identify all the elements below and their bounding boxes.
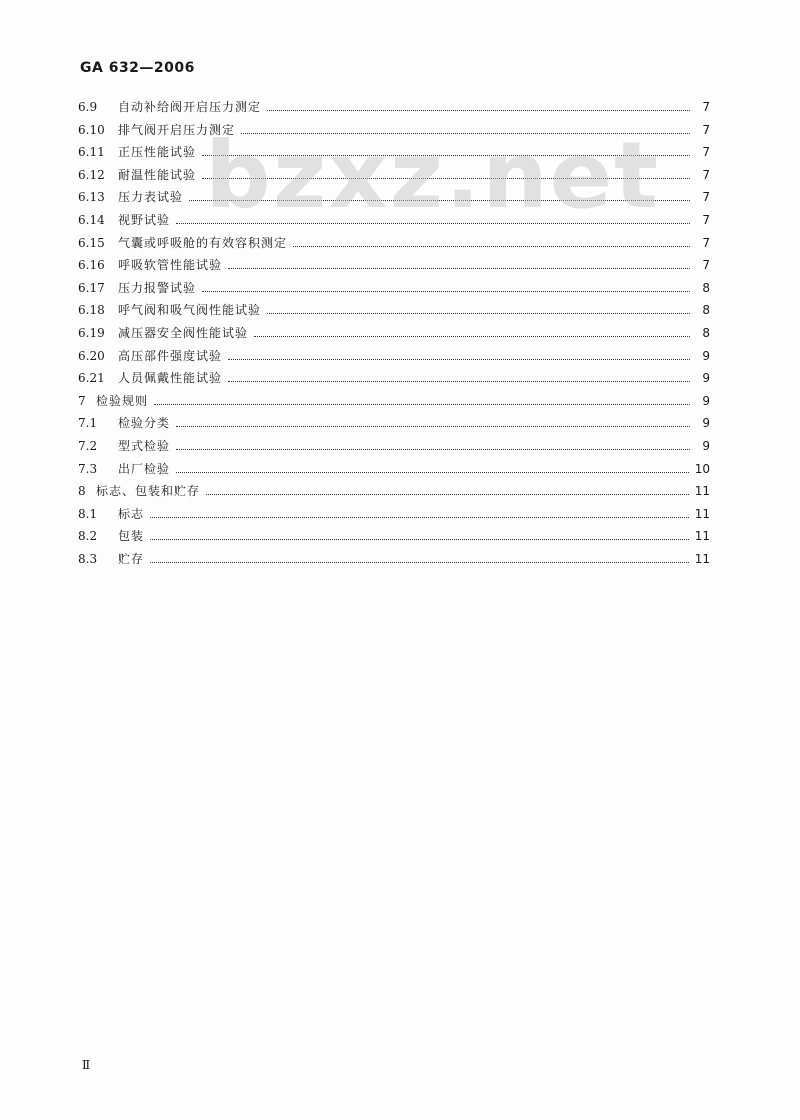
toc-dot-leader (241, 133, 690, 134)
toc-entry-title: 压力报警试验 (118, 280, 197, 295)
toc-entry-number: 8 (78, 484, 86, 499)
toc-entry-page: 7 (702, 100, 710, 114)
toc-entry[interactable] (78, 143, 710, 166)
toc-entry-title: 减压器安全阀性能试验 (118, 325, 249, 340)
toc-dot-leader (202, 291, 690, 292)
toc-dot-leader (267, 110, 690, 111)
toc-entry-number: 6.20 (78, 348, 105, 363)
toc-dot-leader (206, 494, 689, 495)
toc-dot-leader (150, 539, 689, 540)
toc-entry-number: 6.21 (78, 371, 105, 386)
toc-entry-title: 检验分类 (118, 416, 171, 431)
toc-entry-page: 10 (694, 461, 710, 476)
toc-entry-page: 11 (694, 506, 710, 521)
toc-entry-page: 7 (702, 122, 710, 137)
toc-entry-title: 排气阀开启压力测定 (118, 122, 236, 137)
toc-entry-title: 包装 (118, 529, 145, 544)
toc-dot-leader (176, 449, 690, 450)
toc-entry-title: 正压性能试验 (118, 145, 197, 160)
toc-entry[interactable] (78, 482, 710, 505)
toc-dot-leader (154, 404, 690, 405)
toc-dot-leader (228, 359, 690, 360)
toc-entry[interactable] (78, 550, 710, 573)
document-code-header: GA 632—2006 (80, 60, 195, 76)
toc-entry[interactable] (78, 437, 710, 460)
toc-entry-number: 6.15 (78, 235, 105, 250)
toc-entry-page: 8 (702, 303, 710, 318)
toc-entry-number: 7.2 (78, 438, 98, 453)
toc-entry-title: 视野试验 (118, 212, 171, 227)
toc-entry-page: 8 (702, 280, 710, 295)
toc-dot-leader (267, 313, 690, 314)
toc-dot-leader (202, 155, 690, 156)
toc-dot-leader (176, 472, 689, 473)
toc-entry-number: 6.14 (78, 212, 105, 227)
toc-entry-title: 耐温性能试验 (118, 167, 197, 182)
toc-entry[interactable] (78, 414, 710, 437)
toc-entry-number: 8.1 (78, 506, 98, 521)
toc-entry[interactable] (78, 166, 710, 189)
toc-entry-number: 6.17 (78, 280, 105, 295)
toc-entry-title: 检验规则 (96, 393, 149, 408)
toc-entry[interactable] (78, 460, 710, 483)
toc-entry[interactable] (78, 347, 710, 370)
toc-entry-page: 7 (702, 258, 710, 273)
toc-dot-leader (150, 562, 689, 563)
toc-entry-page: 9 (702, 416, 710, 431)
toc-entry-page: 9 (702, 393, 710, 408)
toc-entry-page: 7 (702, 235, 710, 250)
toc-entry-number: 6.11 (78, 145, 105, 160)
toc-entry-number: 8.3 (78, 551, 98, 566)
toc-entry[interactable] (78, 369, 710, 392)
toc-entry[interactable] (78, 234, 710, 257)
toc-entry-page: 7 (702, 145, 710, 160)
toc-entry-page: 7 (702, 167, 710, 182)
toc-entry-page: 9 (702, 371, 710, 386)
toc-entry[interactable] (78, 256, 710, 279)
toc-entry-number: 7 (78, 393, 86, 408)
toc-entry-page: 7 (702, 190, 710, 205)
table-of-contents (78, 98, 710, 572)
toc-entry[interactable] (78, 98, 710, 121)
toc-dot-leader (202, 178, 690, 179)
toc-entry-number: 6.19 (78, 325, 105, 340)
toc-dot-leader (293, 246, 690, 247)
toc-dot-leader (176, 426, 690, 427)
toc-entry[interactable] (78, 505, 710, 528)
toc-entry[interactable] (78, 392, 710, 415)
toc-entry-number: 6.12 (78, 167, 105, 182)
toc-entry-number: 7.1 (78, 416, 98, 431)
toc-entry-title: 型式检验 (118, 438, 171, 453)
toc-entry-page: 9 (702, 438, 710, 453)
toc-entry-page: 11 (694, 529, 710, 544)
toc-entry-number: 6.10 (78, 122, 105, 137)
page-number: Ⅱ (82, 1058, 91, 1072)
toc-entry-title: 呼吸软管性能试验 (118, 258, 223, 273)
toc-entry[interactable] (78, 211, 710, 234)
watermark: bzxz.net (205, 122, 661, 229)
toc-entry-title: 贮存 (118, 551, 145, 566)
toc-dot-leader (228, 381, 690, 382)
toc-entry-title: 出厂检验 (118, 461, 171, 476)
toc-entry[interactable] (78, 121, 710, 144)
toc-entry-title: 高压部件强度试验 (118, 348, 223, 363)
toc-entry-number: 6.13 (78, 190, 105, 205)
toc-entry-title: 自动补给阀开启压力测定 (118, 100, 262, 114)
toc-entry[interactable] (78, 279, 710, 302)
toc-entry[interactable] (78, 188, 710, 211)
toc-entry-title: 人员佩戴性能试验 (118, 371, 223, 386)
toc-entry[interactable] (78, 324, 710, 347)
toc-entry-page: 7 (702, 212, 710, 227)
toc-entry-number: 6.9 (78, 100, 98, 114)
toc-entry-number: 8.2 (78, 529, 98, 544)
toc-entry-page: 9 (702, 348, 710, 363)
toc-entry[interactable] (78, 527, 710, 550)
toc-dot-leader (228, 268, 690, 269)
toc-dot-leader (254, 336, 690, 337)
toc-entry-page: 11 (694, 551, 710, 566)
toc-entry-page: 8 (702, 325, 710, 340)
toc-entry-title: 呼气阀和吸气阀性能试验 (118, 303, 262, 318)
toc-entry-title: 标志、包装和贮存 (96, 484, 201, 499)
toc-entry-number: 6.16 (78, 258, 105, 273)
toc-entry-title: 标志 (118, 506, 145, 521)
toc-entry-page: 11 (694, 484, 710, 499)
toc-entry-title: 压力表试验 (118, 190, 184, 205)
toc-dot-leader (150, 517, 689, 518)
toc-entry-number: 6.18 (78, 303, 105, 318)
toc-dot-leader (189, 200, 690, 201)
toc-entry-number: 7.3 (78, 461, 98, 476)
toc-entry[interactable] (78, 301, 710, 324)
toc-dot-leader (176, 223, 690, 224)
toc-entry-title: 气囊或呼吸舱的有效容积测定 (118, 235, 288, 250)
